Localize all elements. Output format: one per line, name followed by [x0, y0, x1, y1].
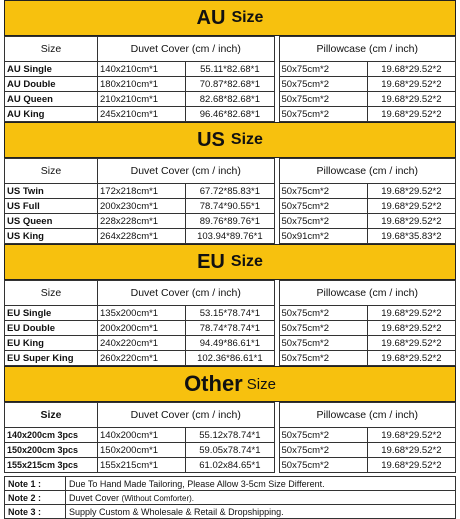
pillow-cm: 50x75cm*2 [279, 458, 367, 473]
duvet-cm: 210x210cm*1 [98, 92, 186, 107]
row-size-name: 140x200cm 3pcs [5, 428, 98, 443]
row-size-name: EU Double [5, 321, 98, 336]
note-text: Supply Custom & Wholesale & Retail & Dropshipping. [66, 505, 456, 519]
row-size-name: US Queen [5, 214, 98, 229]
header-pillow: Pillowcase (cm / inch) [279, 281, 456, 306]
duvet-cm: 172x218cm*1 [98, 184, 186, 199]
header-size: Size [5, 37, 98, 62]
pillow-cm: 50x75cm*2 [279, 107, 367, 122]
header-duvet: Duvet Cover (cm / inch) [98, 37, 275, 62]
duvet-cm: 135x200cm*1 [98, 306, 186, 321]
pillow-cm: 50x75cm*2 [279, 306, 367, 321]
table-header-row [5, 37, 456, 62]
duvet-cm: 200x200cm*1 [98, 321, 186, 336]
duvet-inch: 102.36*86.61*1 [186, 351, 274, 366]
table-row [5, 321, 456, 336]
pillow-cm: 50x91cm*2 [279, 229, 367, 244]
header-pillow: Pillowcase (cm / inch) [279, 403, 456, 428]
duvet-cm: 200x230cm*1 [98, 199, 186, 214]
duvet-cm: 180x210cm*1 [98, 77, 186, 92]
pillow-inch: 19.68*29.52*2 [367, 443, 455, 458]
section-title: Other [184, 371, 243, 396]
size-table-eu [4, 280, 456, 366]
row-size-name: 155x215cm 3pcs [5, 458, 98, 473]
pillow-inch: 19.68*29.52*2 [367, 336, 455, 351]
pillow-inch: 19.68*29.52*2 [367, 428, 455, 443]
table-row [5, 428, 456, 443]
table-row [5, 62, 456, 77]
table-row [5, 199, 456, 214]
table-row [5, 306, 456, 321]
note-key: Note 1 : [5, 477, 66, 491]
pillow-inch: 19.68*29.52*2 [367, 306, 455, 321]
size-table-us [4, 158, 456, 244]
table-row [5, 92, 456, 107]
row-size-name: AU Queen [5, 92, 98, 107]
section-suffix: Size [230, 253, 263, 270]
duvet-inch: 55.11*82.68*1 [186, 62, 274, 77]
pillow-cm: 50x75cm*2 [279, 184, 367, 199]
pillow-inch: 19.68*29.52*2 [367, 199, 455, 214]
section-title: US [197, 128, 225, 151]
duvet-inch: 94.49*86.61*1 [186, 336, 274, 351]
duvet-inch: 89.76*89.76*1 [186, 214, 274, 229]
row-size-name: AU Double [5, 77, 98, 92]
section-banner-us [4, 122, 456, 158]
header-duvet: Duvet Cover (cm / inch) [98, 281, 275, 306]
note-key: Note 2 : [5, 491, 66, 505]
row-size-name: AU King [5, 107, 98, 122]
section-title: AU [196, 6, 226, 29]
table-row [5, 77, 456, 92]
duvet-inch: 82.68*82.68*1 [186, 92, 274, 107]
duvet-cm: 264x228cm*1 [98, 229, 186, 244]
section-suffix: Size [246, 375, 276, 393]
duvet-cm: 155x215cm*1 [98, 458, 186, 473]
pillow-cm: 50x75cm*2 [279, 351, 367, 366]
table-row [5, 229, 456, 244]
pillow-cm: 50x75cm*2 [279, 443, 367, 458]
table-header-row [5, 281, 456, 306]
pillow-inch: 19.68*29.52*2 [367, 351, 455, 366]
pillow-inch: 19.68*29.52*2 [367, 62, 455, 77]
pillow-cm: 50x75cm*2 [279, 336, 367, 351]
section-banner-eu [4, 244, 456, 280]
row-size-name: US Twin [5, 184, 98, 199]
pillow-cm: 50x75cm*2 [279, 214, 367, 229]
size-table-au [4, 36, 456, 122]
header-size: Size [5, 281, 98, 306]
pillow-cm: 50x75cm*2 [279, 62, 367, 77]
section-suffix: Size [230, 131, 263, 148]
duvet-cm: 228x228cm*1 [98, 214, 186, 229]
row-size-name: AU Single [5, 62, 98, 77]
notes-table [4, 476, 456, 519]
section-suffix: Size [231, 9, 264, 26]
duvet-inch: 55.12x78.74*1 [186, 428, 274, 443]
table-header-row [5, 159, 456, 184]
table-row [5, 351, 456, 366]
duvet-inch: 78.74*78.74*1 [186, 321, 274, 336]
section-banner-au [4, 0, 456, 36]
section-title: EU [197, 250, 225, 273]
duvet-cm: 140x210cm*1 [98, 62, 186, 77]
pillow-inch: 19.68*29.52*2 [367, 92, 455, 107]
pillow-inch: 19.68*29.52*2 [367, 107, 455, 122]
table-row [5, 458, 456, 473]
note-row [5, 491, 456, 505]
duvet-cm: 150x200cm*1 [98, 443, 186, 458]
duvet-cm: 245x210cm*1 [98, 107, 186, 122]
pillow-cm: 50x75cm*2 [279, 321, 367, 336]
header-duvet: Duvet Cover (cm / inch) [98, 403, 275, 428]
duvet-cm: 140x200cm*1 [98, 428, 186, 443]
note-text: Duvet Cover (Without Comforter). [66, 491, 456, 505]
table-row [5, 184, 456, 199]
row-size-name: EU King [5, 336, 98, 351]
pillow-cm: 50x75cm*2 [279, 92, 367, 107]
table-row [5, 443, 456, 458]
header-duvet: Duvet Cover (cm / inch) [98, 159, 275, 184]
header-pillow: Pillowcase (cm / inch) [279, 37, 456, 62]
section-banner-other [4, 366, 456, 402]
header-size: Size [5, 159, 98, 184]
duvet-inch: 53.15*78.74*1 [186, 306, 274, 321]
pillow-inch: 19.68*29.52*2 [367, 458, 455, 473]
duvet-inch: 67.72*85.83*1 [186, 184, 274, 199]
row-size-name: US Full [5, 199, 98, 214]
duvet-inch: 70.87*82.68*1 [186, 77, 274, 92]
note-text: Due To Hand Made Tailoring, Please Allow 3-5cm Size Different. [66, 477, 456, 491]
pillow-cm: 50x75cm*2 [279, 199, 367, 214]
duvet-cm: 240x220cm*1 [98, 336, 186, 351]
duvet-inch: 61.02x84.65*1 [186, 458, 274, 473]
pillow-inch: 19.68*29.52*2 [367, 184, 455, 199]
duvet-inch: 59.05x78.74*1 [186, 443, 274, 458]
row-size-name: EU Super King [5, 351, 98, 366]
table-header-row [5, 403, 456, 428]
header-size: Size [5, 403, 98, 428]
row-size-name: US King [5, 229, 98, 244]
pillow-inch: 19.68*35.83*2 [367, 229, 455, 244]
note-key: Note 3 : [5, 505, 66, 519]
header-pillow: Pillowcase (cm / inch) [279, 159, 456, 184]
duvet-inch: 103.94*89.76*1 [186, 229, 274, 244]
table-row [5, 214, 456, 229]
pillow-inch: 19.68*29.52*2 [367, 321, 455, 336]
size-table-other [4, 402, 456, 473]
size-chart [4, 0, 456, 519]
note-row [5, 477, 456, 491]
duvet-cm: 260x220cm*1 [98, 351, 186, 366]
row-size-name: EU Single [5, 306, 98, 321]
table-row [5, 336, 456, 351]
note-row [5, 505, 456, 519]
row-size-name: 150x200cm 3pcs [5, 443, 98, 458]
table-row [5, 107, 456, 122]
pillow-inch: 19.68*29.52*2 [367, 77, 455, 92]
pillow-cm: 50x75cm*2 [279, 77, 367, 92]
pillow-cm: 50x75cm*2 [279, 428, 367, 443]
duvet-inch: 96.46*82.68*1 [186, 107, 274, 122]
pillow-inch: 19.68*29.52*2 [367, 214, 455, 229]
duvet-inch: 78.74*90.55*1 [186, 199, 274, 214]
